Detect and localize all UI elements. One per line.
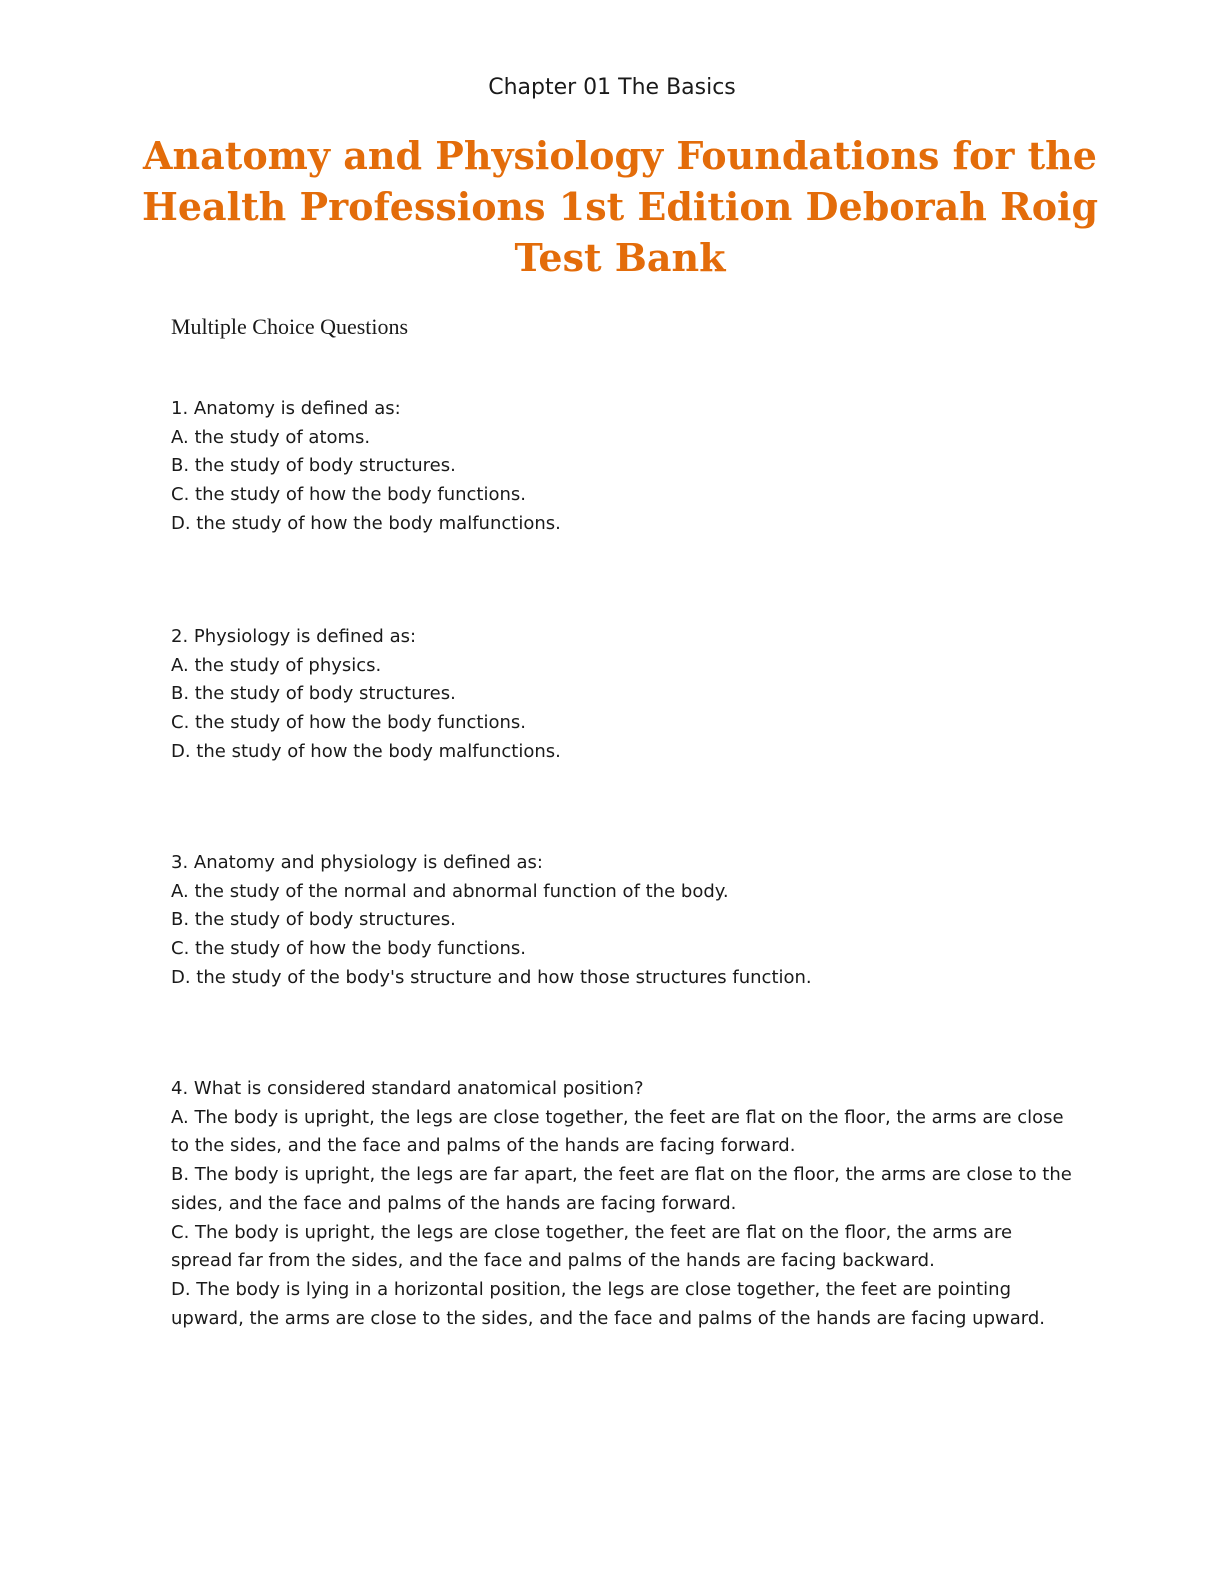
answer-option-b: B. the study of body structures. (171, 455, 456, 477)
question-4 (171, 1075, 1076, 1333)
answer-option-a: A. the study of atoms. (171, 426, 371, 448)
answer-option-a: A. the study of physics. (171, 654, 382, 676)
answer-option-c: C. the study of how the body functions. (171, 484, 526, 506)
answer-option-c: C. the study of how the body functions. (171, 712, 526, 734)
answer-option-d: D. the study of how the body malfunctions. (171, 512, 561, 534)
answer-option-d: D. The body is lying in a horizontal position, the legs are close together, the feet are pointing upward, the arms are close to the sides, and the face and palms of the hands are facing upward. (171, 1278, 1045, 1329)
question-stem: 2. Physiology is defined as: (171, 626, 417, 647)
answer-option-b: B. The body is upright, the legs are far apart, the feet are flat on the floor, the arms are close to the sides, and the face and palms of the hands are facing forward. (171, 1164, 1072, 1214)
question-stem: 4. What is considered standard anatomical position? (171, 1078, 644, 1099)
answer-option-a: A. The body is upright, the legs are close together, the feet are flat on the floor, the arms are close to the sides, and the face and palms of the hands are facing forward. (171, 1106, 1064, 1157)
answer-option-b: B. the study of body structures. (171, 909, 456, 931)
section-label: Multiple Choice Questions (171, 314, 409, 339)
question-3 (171, 849, 1071, 993)
question-2 (171, 623, 1071, 767)
chapter-heading: Chapter 01 The Basics (488, 75, 736, 100)
answer-option-b: B. the study of body structures. (171, 683, 456, 705)
document-title: Anatomy and Physiology Foundations for the Health Professions 1st Edition Deborah Roig Test Bank (141, 133, 1099, 280)
answer-option-d: D. the study of the body's structure and how those structures function. (171, 966, 812, 988)
answer-option-c: C. The body is upright, the legs are close together, the feet are flat on the floor, the arms are spread far from the sides, and the face and palms of the hands are facing backward. (171, 1221, 1013, 1272)
answer-option-c: C. the study of how the body functions. (171, 938, 526, 960)
answer-option-a: A. the study of the normal and abnormal function of the body. (171, 880, 729, 902)
question-stem: 3. Anatomy and physiology is defined as: (171, 852, 543, 873)
answer-option-d: D. the study of how the body malfunctions. (171, 740, 561, 762)
question-stem: 1. Anatomy is defined as: (171, 398, 401, 419)
question-1 (171, 395, 1071, 539)
